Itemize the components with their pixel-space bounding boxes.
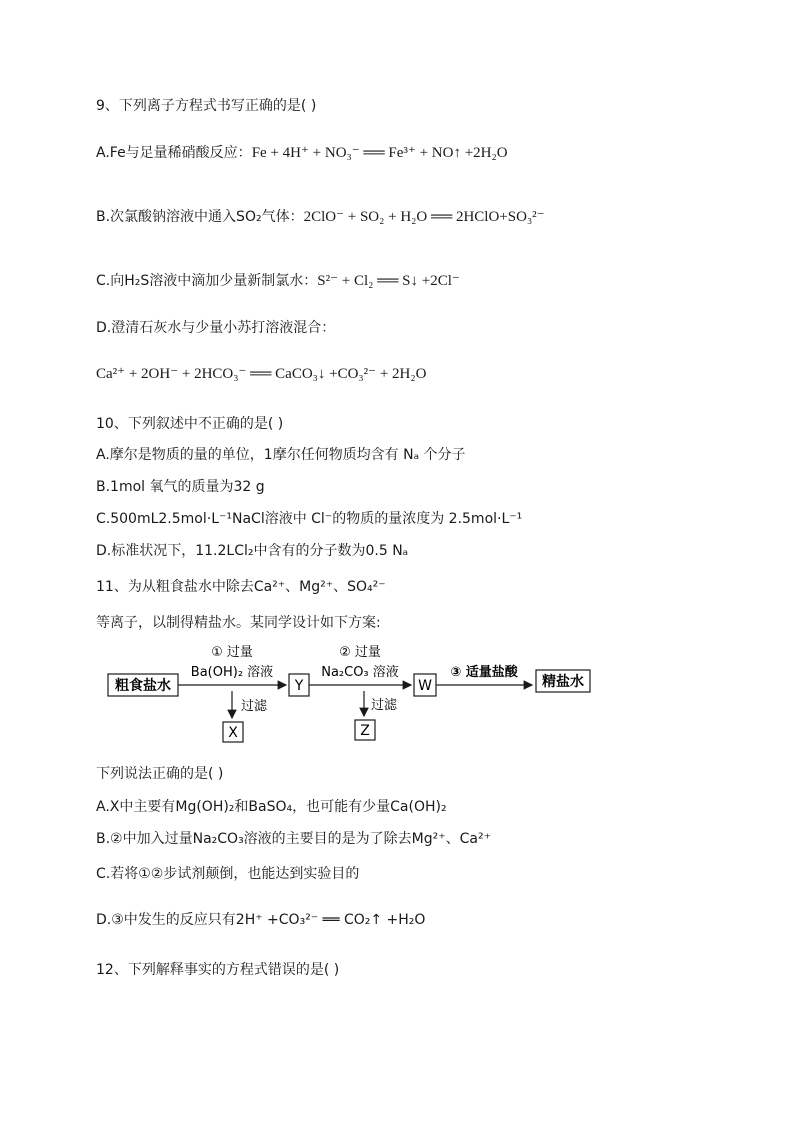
- q10-option-c: C.500mL2.5mol·L⁻¹NaCl溶液中 Cl⁻的物质的量浓度为 2.5mol·L⁻¹: [96, 511, 523, 527]
- step3-label: ③ 适量盐酸: [450, 665, 518, 680]
- step2-top-label: ② 过量: [339, 645, 381, 660]
- q9-option-c-text: C.向H₂S溶液中滴加少量新制氯水：: [96, 273, 318, 289]
- q9-option-b-equation: 2ClO⁻ + SO₂ + H₂O ══ 2HClO+SO₃²⁻: [303, 209, 545, 225]
- q11-option-a: A.X中主要有Mg(OH)₂和BaSO₄，也可能有少量Ca(OH)₂: [96, 799, 447, 815]
- q10-option-a: A.摩尔是物质的量的单位，1摩尔任何物质均含有 Nₐ 个分子: [96, 447, 466, 463]
- q11-option-b: B.②中加入过量Na₂CO₃溶液的主要目的是为了除去Mg²⁺、Ca²⁺: [96, 831, 491, 847]
- q11-option-d: D.③中发生的反应只有2H⁺ +CO₃²⁻ ══ CO₂↑ +H₂O: [96, 912, 426, 928]
- q9-option-b-text: B.次氯酸钠溶液中通入SO₂气体：: [96, 209, 304, 225]
- q9-option-a-equation: Fe + 4H⁺ + NO₃⁻ ══ Fe³⁺ + NO↑ +2H₂O: [251, 145, 508, 161]
- q9-stem: 9、下列离子方程式书写正确的是( ): [96, 98, 317, 114]
- q11-stem-line1: 11、为从粗食盐水中除去Ca²⁺、Mg²⁺、SO₄²⁻: [96, 579, 386, 595]
- node-z-label: Z: [360, 723, 370, 739]
- node-x-label: X: [228, 725, 238, 741]
- start-label: 粗食盐水: [115, 678, 171, 694]
- q10-option-b: B.1mol 氧气的质量为32 g: [96, 479, 265, 495]
- q11-flowchart: [96, 642, 606, 752]
- node-y-label: Y: [294, 678, 304, 694]
- q9-option-c-equation: S²⁻ + Cl₂ ══ S↓ +2Cl⁻: [317, 273, 460, 289]
- q11-stem-line2: 等离子，以制得精盐水。某同学设计如下方案:: [96, 615, 381, 631]
- end-label: 精盐水: [542, 674, 584, 690]
- filter2-label: 过滤: [371, 698, 398, 713]
- q11-prompt: 下列说法正确的是( ): [96, 766, 224, 782]
- step2-reagent-label: Na₂CO₃ 溶液: [321, 665, 399, 680]
- q9-option-d: D.澄清石灰水与少量小苏打溶液混合：: [96, 320, 336, 336]
- q9-option-b: [96, 207, 545, 227]
- filter1-label: 过滤: [241, 699, 268, 714]
- q9-option-a: [96, 143, 508, 163]
- step1-top-label: ① 过量: [211, 645, 253, 660]
- q9-option-a-text: A.Fe与足量稀硝酸反应：: [96, 145, 252, 161]
- step1-reagent-label: Ba(OH)₂ 溶液: [190, 665, 274, 680]
- q9-option-d-equation: Ca²⁺ + 2OH⁻ + 2HCO₃⁻ ══ CaCO₃↓ +CO₃²⁻ + 2H₂O: [96, 366, 427, 382]
- q11-option-c: C.若将①②步试剂颠倒，也能达到实验目的: [96, 866, 360, 882]
- q9-option-c: [96, 271, 460, 291]
- node-w-label: W: [418, 678, 432, 694]
- q12-stem: 12、下列解释事实的方程式错误的是( ): [96, 962, 340, 978]
- q10-stem: 10、下列叙述中不正确的是( ): [96, 416, 284, 432]
- q10-option-d: D.标准状况下，11.2LCl₂中含有的分子数为0.5 Nₐ: [96, 543, 409, 559]
